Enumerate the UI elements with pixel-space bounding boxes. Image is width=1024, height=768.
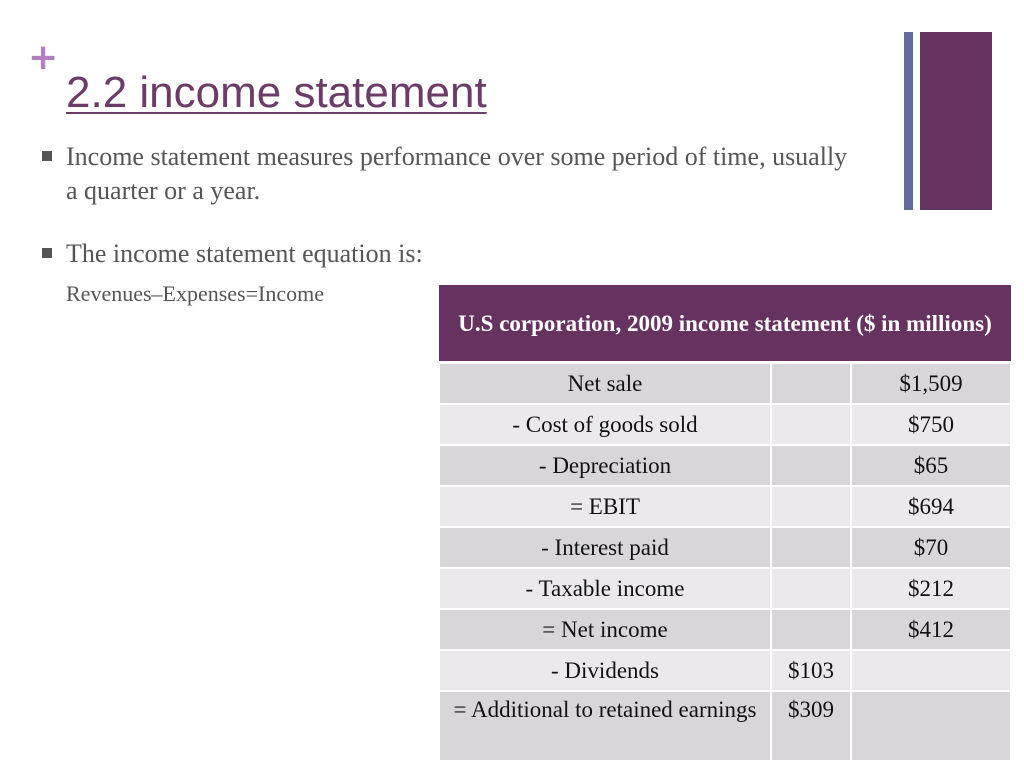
table-header: U.S corporation, 2009 income statement ($ in millions)	[439, 285, 1011, 363]
row-sub-value	[771, 363, 851, 405]
row-sub-value	[771, 609, 851, 650]
row-label: - Dividends	[439, 650, 771, 691]
table-row	[439, 609, 1011, 650]
slide-title: 2.2 income statement	[66, 68, 487, 117]
square-bullet-icon	[42, 151, 52, 161]
row-value: $412	[851, 609, 1011, 650]
row-label: - Interest paid	[439, 527, 771, 568]
row-value: $694	[851, 486, 1011, 527]
table-row	[439, 568, 1011, 609]
row-sub-value	[771, 404, 851, 445]
table-row	[439, 691, 1011, 761]
row-label: - Taxable income	[439, 568, 771, 609]
decorative-bar-thick	[920, 32, 992, 210]
row-label: = EBIT	[439, 486, 771, 527]
row-value	[851, 691, 1011, 761]
row-sub-value	[771, 527, 851, 568]
bullet-text: Income statement measures performance over some period of time, usually a quarter or a year.	[66, 142, 848, 205]
table-row	[439, 527, 1011, 568]
row-value: $65	[851, 445, 1011, 486]
row-label: Net sale	[439, 363, 771, 405]
equation-text: Revenues–Expenses=Income	[66, 281, 324, 306]
row-value: $212	[851, 568, 1011, 609]
table-row	[439, 486, 1011, 527]
income-statement-table	[438, 285, 1012, 762]
table-row	[439, 650, 1011, 691]
row-sub-value: $103	[771, 650, 851, 691]
row-label: = Net income	[439, 609, 771, 650]
bullet-text: The income statement equation is:	[66, 239, 423, 268]
table-row	[439, 363, 1011, 405]
row-sub-value: $309	[771, 691, 851, 761]
row-value: $70	[851, 527, 1011, 568]
row-sub-value	[771, 445, 851, 486]
row-value: $750	[851, 404, 1011, 445]
bullet-item	[42, 237, 642, 271]
row-value	[851, 650, 1011, 691]
table-row	[439, 445, 1011, 486]
row-value: $1,509	[851, 363, 1011, 405]
row-sub-value	[771, 486, 851, 527]
row-label: = Additional to retained earnings	[439, 691, 771, 761]
decorative-bar-thin	[904, 32, 913, 210]
row-sub-value	[771, 568, 851, 609]
table-row	[439, 404, 1011, 445]
table-header-row	[439, 285, 1011, 363]
bullet-item	[42, 140, 862, 208]
row-label: - Depreciation	[439, 445, 771, 486]
plus-icon: +	[28, 37, 59, 78]
square-bullet-icon	[42, 248, 52, 258]
row-label: - Cost of goods sold	[439, 404, 771, 445]
